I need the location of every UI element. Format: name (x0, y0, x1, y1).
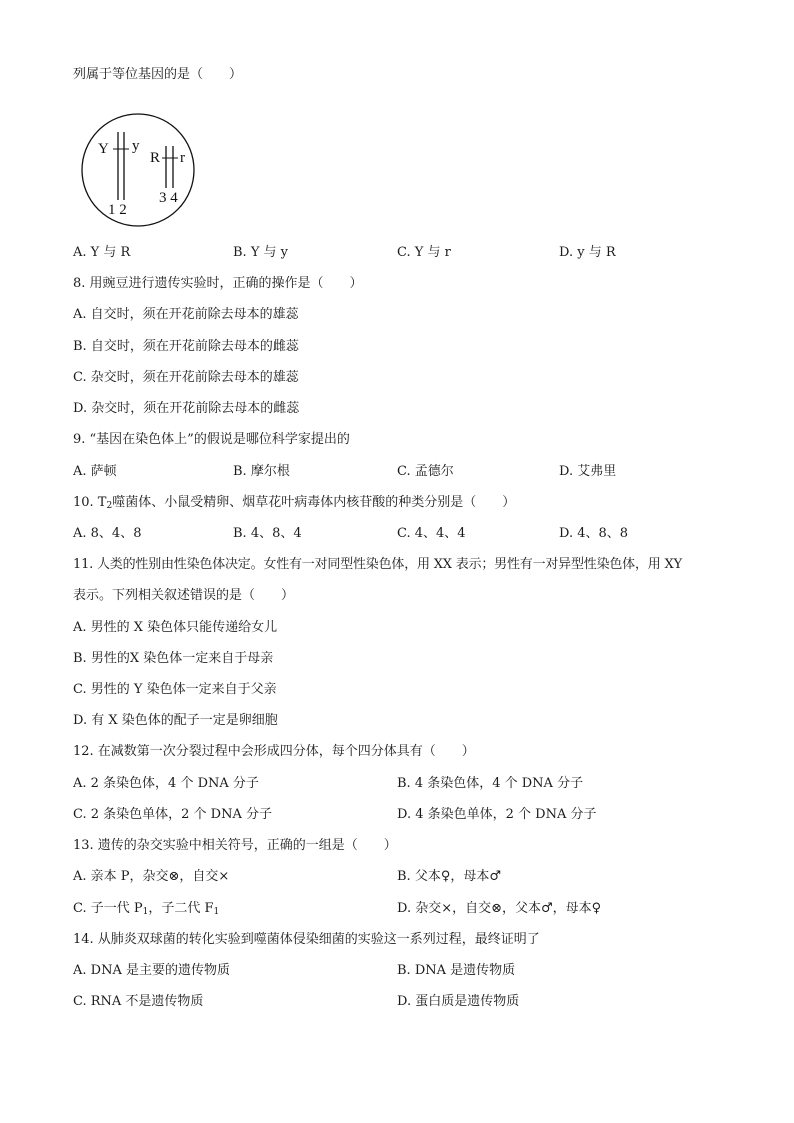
q10-stem-suffix: 噬菌体、小鼠受精卵、烟草花叶病毒体内核苷酸的种类分别是（ ） (112, 495, 516, 510)
q12-option-c: C. 2 条染色单体，2 个 DNA 分子 (73, 807, 273, 822)
q10-stem (73, 494, 515, 515)
q13-option-a: A. 亲本 P，杂交⊗，自交× (73, 869, 230, 884)
q12-option-b: B. 4 条染色体，4 个 DNA 分子 (397, 776, 584, 791)
q13-option-d: D. 杂交×，自交⊗，父本♂，母本♀ (397, 901, 602, 916)
q9-option-d: D. 艾弗里 (559, 464, 617, 479)
q8-option-c: C. 杂交时，须在开花前除去母本的雄蕊 (73, 370, 299, 385)
q13-stem: 13. 遗传的杂交实验中相关符号，正确的一组是（ ） (73, 838, 397, 853)
gene-label-R: R (150, 150, 161, 166)
q11-option-b: B. 男性的X 染色体一定来自于母亲 (73, 651, 274, 666)
q10-stem-prefix: 10. T (73, 495, 107, 510)
gene-label-r: r (180, 150, 185, 166)
q8-stem: 8. 用豌豆进行遗传实验时，正确的操作是（ ） (73, 276, 363, 291)
q11-stem-line2: 表示。下列相关叙述错误的是（ ） (73, 588, 295, 603)
q9-stem: 9. “基因在染色体上”的假说是哪位科学家提出的 (73, 432, 350, 447)
q14-option-c: C. RNA 不是遗传物质 (73, 994, 204, 1009)
chromosome-numbers-left: 1 2 (108, 202, 127, 218)
chromosome-diagram (78, 110, 198, 230)
q12-option-a: A. 2 条染色体，4 个 DNA 分子 (73, 776, 259, 791)
q7-option-c: C. Y 与 r (397, 245, 451, 260)
q11-stem-line1: 11. 人类的性别由性染色体决定。女性有一对同型性染色体，用 XX 表示；男性有一对异型性染色体，用 XY (73, 557, 682, 572)
q7-option-a: A. Y 与 R (73, 245, 131, 260)
q7-option-d: D. y 与 R (559, 245, 616, 260)
gene-label-y: y (132, 138, 140, 154)
q13-option-b: B. 父本♀，母本♂ (397, 869, 501, 884)
q8-option-a: A. 自交时，须在开花前除去母本的雄蕊 (73, 307, 299, 322)
q12-stem: 12. 在减数第一次分裂过程中会形成四分体，每个四分体具有（ ） (73, 744, 475, 759)
chromosome-numbers-right: 3 4 (159, 190, 178, 206)
q14-option-d: D. 蛋白质是遗传物质 (397, 994, 520, 1009)
q9-option-c: C. 孟德尔 (397, 464, 454, 479)
q7-stem: 列属于等位基因的是（ ） (73, 67, 243, 82)
q10-option-d: D. 4、8、8 (559, 526, 629, 541)
q13-option-c-part2: ，子二代 F (148, 901, 214, 916)
q14-option-a: A. DNA 是主要的遗传物质 (73, 963, 230, 978)
q14-option-b: B. DNA 是遗传物质 (397, 963, 516, 978)
q8-option-d: D. 杂交时，须在开花前除去母本的雌蕊 (73, 401, 300, 416)
q14-stem: 14. 从肺炎双球菌的转化实验到噬菌体侵染细菌的实验这一系列过程，最终证明了 (73, 932, 540, 947)
q10-option-b: B. 4、8、4 (233, 526, 302, 541)
q10-option-a: A. 8、4、8 (73, 526, 142, 541)
q8-option-b: B. 自交时，须在开花前除去母本的雌蕊 (73, 339, 299, 354)
q9-option-a: A. 萨顿 (73, 464, 117, 479)
cell-circle (82, 114, 194, 226)
q11-option-c: C. 男性的 Y 染色体一定来自于父亲 (73, 682, 277, 697)
q11-option-d: D. 有 X 染色体的配子一定是卵细胞 (73, 713, 278, 728)
q10-option-c: C. 4、4、4 (397, 526, 466, 541)
q13-option-c-sub1: 1 (142, 907, 149, 917)
q7-option-b: B. Y 与 y (233, 245, 289, 260)
q13-option-c-sub2: 1 (213, 907, 220, 917)
q10-stem-subscript: 2 (106, 501, 113, 511)
q11-option-a: A. 男性的 X 染色体只能传递给女儿 (73, 620, 278, 635)
q12-option-d: D. 4 条染色单体，2 个 DNA 分子 (397, 807, 597, 822)
q9-option-b: B. 摩尔根 (233, 464, 290, 479)
q13-option-c (73, 900, 219, 921)
gene-label-Y: Y (98, 141, 109, 157)
q13-option-c-part1: C. 子一代 P (73, 901, 143, 916)
